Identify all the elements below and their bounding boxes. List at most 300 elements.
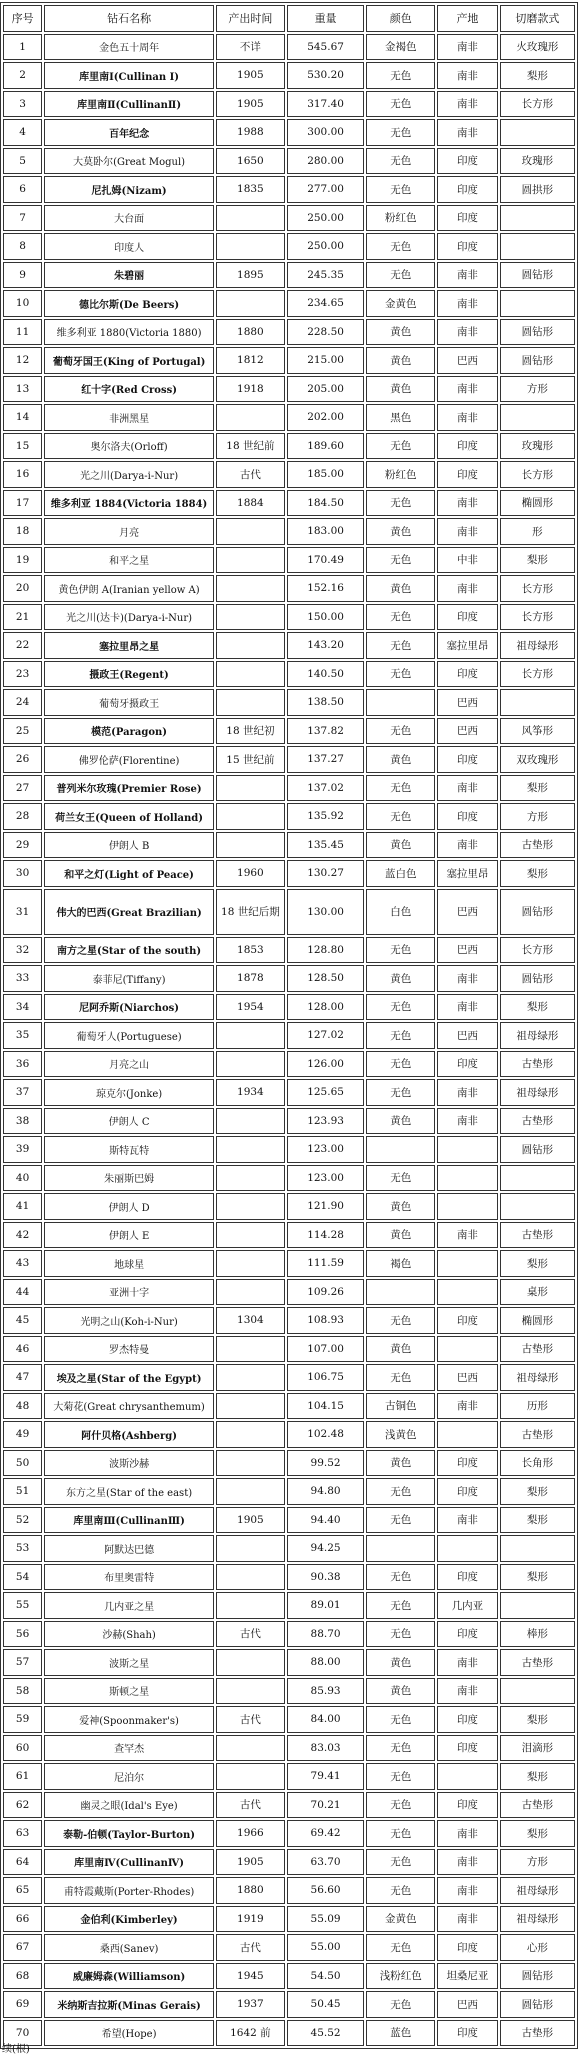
cell-index: 46 bbox=[3, 1336, 42, 1363]
cell-color: 古铜色 bbox=[366, 1393, 435, 1420]
cell-color: 金黄色 bbox=[366, 1906, 435, 1933]
table-row bbox=[3, 1621, 575, 1648]
cell-color: 无色 bbox=[366, 490, 435, 517]
cell-name: 和平之灯(Light of Peace) bbox=[44, 860, 214, 887]
cell-name: 波斯沙赫 bbox=[44, 1450, 214, 1477]
cell-year: 18 世纪初 bbox=[216, 718, 285, 745]
cell-color: 黄色 bbox=[366, 1450, 435, 1477]
cell-index: 29 bbox=[3, 832, 42, 859]
cell-index: 35 bbox=[3, 1022, 42, 1049]
cell-origin: 印度 bbox=[437, 1450, 497, 1477]
cell-year: 1905 bbox=[216, 1507, 285, 1534]
table-row bbox=[3, 1849, 575, 1876]
cell-color: 白色 bbox=[366, 889, 435, 935]
cell-weight: 70.21 bbox=[287, 1792, 364, 1819]
cell-cut: 长方形 bbox=[500, 91, 575, 118]
cell-cut: 方形 bbox=[500, 803, 575, 830]
cell-name: 百年纪念 bbox=[44, 119, 214, 146]
cell-weight: 143.20 bbox=[287, 632, 364, 659]
cell-origin: 印度 bbox=[437, 1706, 497, 1733]
table-row bbox=[3, 604, 575, 631]
cell-weight: 102.48 bbox=[287, 1421, 364, 1448]
cell-index: 52 bbox=[3, 1507, 42, 1534]
cell-cut: 古垫形 bbox=[500, 2020, 575, 2047]
cell-cut: 长方形 bbox=[500, 575, 575, 602]
cell-cut: 古垫形 bbox=[500, 1108, 575, 1135]
cell-color: 蓝色 bbox=[366, 2020, 435, 2047]
cell-name: 尼阿乔斯(Niarchos) bbox=[44, 994, 214, 1021]
cell-weight: 545.67 bbox=[287, 34, 364, 61]
table-row bbox=[3, 965, 575, 992]
cell-weight: 114.28 bbox=[287, 1222, 364, 1249]
table-row bbox=[3, 1022, 575, 1049]
cell-index: 9 bbox=[3, 262, 42, 289]
cell-year bbox=[216, 290, 285, 317]
cell-index: 26 bbox=[3, 746, 42, 773]
cell-origin bbox=[437, 1165, 497, 1192]
cell-cut: 古垫形 bbox=[500, 1222, 575, 1249]
cell-name: 尼泊尔 bbox=[44, 1763, 214, 1790]
cell-name: 琼克尔(Jonke) bbox=[44, 1079, 214, 1106]
cell-year: 古代 bbox=[216, 461, 285, 488]
table-row bbox=[3, 860, 575, 887]
cell-color bbox=[366, 689, 435, 716]
cell-cut: 圆钻形 bbox=[500, 1136, 575, 1163]
cell-name: 德比尔斯(De Beers) bbox=[44, 290, 214, 317]
cell-origin: 印度 bbox=[437, 1051, 497, 1078]
cell-name: 尼扎姆(Nizam) bbox=[44, 176, 214, 203]
table-row bbox=[3, 404, 575, 431]
cell-name: 查罕杰 bbox=[44, 1735, 214, 1762]
cell-index: 47 bbox=[3, 1364, 42, 1391]
table-row bbox=[3, 1649, 575, 1676]
cell-color: 黄色 bbox=[366, 1678, 435, 1705]
cell-index: 43 bbox=[3, 1250, 42, 1277]
cell-origin: 南非 bbox=[437, 994, 497, 1021]
table-row bbox=[3, 1706, 575, 1733]
cell-index: 15 bbox=[3, 433, 42, 460]
cell-name: 印度人 bbox=[44, 233, 214, 260]
cell-cut: 祖母绿形 bbox=[500, 1079, 575, 1106]
cell-name: 模范(Paragon) bbox=[44, 718, 214, 745]
table-row bbox=[3, 290, 575, 317]
cell-origin: 南非 bbox=[437, 965, 497, 992]
table-row bbox=[3, 262, 575, 289]
cell-year bbox=[216, 803, 285, 830]
cell-origin: 印度 bbox=[437, 661, 497, 688]
cell-origin: 印度 bbox=[437, 1792, 497, 1819]
cell-color: 褐色 bbox=[366, 1250, 435, 1277]
cell-name: 东方之星(Star of the east) bbox=[44, 1478, 214, 1505]
cell-weight: 111.59 bbox=[287, 1250, 364, 1277]
cell-color: 无色 bbox=[366, 1706, 435, 1733]
cell-color: 无色 bbox=[366, 1051, 435, 1078]
cell-year bbox=[216, 632, 285, 659]
cell-weight: 126.00 bbox=[287, 1051, 364, 1078]
cell-weight: 245.35 bbox=[287, 262, 364, 289]
cell-weight: 137.27 bbox=[287, 746, 364, 773]
cell-name: 库里南Ⅲ(CullinanⅢ) bbox=[44, 1507, 214, 1534]
cell-color bbox=[366, 1279, 435, 1306]
cell-year: 1304 bbox=[216, 1307, 285, 1334]
cell-index: 55 bbox=[3, 1592, 42, 1619]
cell-cut: 梨形 bbox=[500, 775, 575, 802]
cell-cut: 古垫形 bbox=[500, 1792, 575, 1819]
cell-year bbox=[216, 1364, 285, 1391]
cell-index: 21 bbox=[3, 604, 42, 631]
cell-weight: 123.00 bbox=[287, 1165, 364, 1192]
table-row bbox=[3, 1678, 575, 1705]
cell-weight: 135.92 bbox=[287, 803, 364, 830]
cell-color bbox=[366, 1136, 435, 1163]
cell-color: 无色 bbox=[366, 718, 435, 745]
cell-color: 无色 bbox=[366, 148, 435, 175]
cell-origin bbox=[437, 1535, 497, 1562]
cell-cut: 梨形 bbox=[500, 994, 575, 1021]
cell-origin: 南非 bbox=[437, 1108, 497, 1135]
cell-cut: 椭圆形 bbox=[500, 490, 575, 517]
cell-cut bbox=[500, 205, 575, 232]
cell-name: 伊朗人 E bbox=[44, 1222, 214, 1249]
cell-year bbox=[216, 1108, 285, 1135]
cell-origin: 印度 bbox=[437, 433, 497, 460]
cell-origin: 印度 bbox=[437, 1735, 497, 1762]
cell-color: 无色 bbox=[366, 1478, 435, 1505]
cell-weight: 277.00 bbox=[287, 176, 364, 203]
cell-year: 1919 bbox=[216, 1906, 285, 1933]
cell-name: 布里奥雷特 bbox=[44, 1564, 214, 1591]
cell-origin: 印度 bbox=[437, 1307, 497, 1334]
cell-weight: 137.82 bbox=[287, 718, 364, 745]
cell-year: 1905 bbox=[216, 62, 285, 89]
cell-origin: 印度 bbox=[437, 205, 497, 232]
cell-index: 8 bbox=[3, 233, 42, 260]
cell-origin: 南非 bbox=[437, 490, 497, 517]
cell-color: 无色 bbox=[366, 1022, 435, 1049]
cell-name: 埃及之星(Star of the Egypt) bbox=[44, 1364, 214, 1391]
cell-index: 65 bbox=[3, 1877, 42, 1904]
cell-year bbox=[216, 775, 285, 802]
cell-weight: 94.80 bbox=[287, 1478, 364, 1505]
cell-year: 1642 前 bbox=[216, 2020, 285, 2047]
cell-color: 无色 bbox=[366, 1820, 435, 1847]
cell-year: 古代 bbox=[216, 1706, 285, 1733]
cell-color: 黄色 bbox=[366, 746, 435, 773]
cell-name: 葡萄牙人(Portuguese) bbox=[44, 1022, 214, 1049]
table-row bbox=[3, 176, 575, 203]
cell-index: 32 bbox=[3, 937, 42, 964]
cell-cut: 长方形 bbox=[500, 604, 575, 631]
table-row bbox=[3, 1364, 575, 1391]
cell-cut bbox=[500, 1592, 575, 1619]
cell-index: 62 bbox=[3, 1792, 42, 1819]
cell-index: 36 bbox=[3, 1051, 42, 1078]
cell-cut: 长方形 bbox=[500, 661, 575, 688]
cell-index: 39 bbox=[3, 1136, 42, 1163]
cell-origin: 巴西 bbox=[437, 1991, 497, 2018]
cell-origin bbox=[437, 1336, 497, 1363]
cell-weight: 63.70 bbox=[287, 1849, 364, 1876]
cell-origin: 南非 bbox=[437, 1649, 497, 1676]
table-row bbox=[3, 347, 575, 374]
cell-year: 1988 bbox=[216, 119, 285, 146]
cell-year bbox=[216, 1222, 285, 1249]
table-container bbox=[0, 2, 578, 2049]
cell-cut bbox=[500, 119, 575, 146]
cell-color: 黄色 bbox=[366, 376, 435, 403]
cell-year bbox=[216, 604, 285, 631]
cell-index: 24 bbox=[3, 689, 42, 716]
cell-origin: 南非 bbox=[437, 319, 497, 346]
cell-index: 14 bbox=[3, 404, 42, 431]
cell-color: 粉红色 bbox=[366, 205, 435, 232]
cell-name: 库里南Ⅳ(CullinanⅣ) bbox=[44, 1849, 214, 1876]
cell-origin: 南非 bbox=[437, 1877, 497, 1904]
cell-color: 黄色 bbox=[366, 1193, 435, 1220]
cell-index: 4 bbox=[3, 119, 42, 146]
cell-cut: 心形 bbox=[500, 1934, 575, 1961]
cell-weight: 130.27 bbox=[287, 860, 364, 887]
table-row bbox=[3, 689, 575, 716]
cell-weight: 183.00 bbox=[287, 518, 364, 545]
cell-origin: 巴西 bbox=[437, 889, 497, 935]
cell-index: 59 bbox=[3, 1706, 42, 1733]
cell-weight: 205.00 bbox=[287, 376, 364, 403]
cell-index: 49 bbox=[3, 1421, 42, 1448]
cell-cut: 梨形 bbox=[500, 62, 575, 89]
table-row bbox=[3, 1535, 575, 1562]
cell-index: 16 bbox=[3, 461, 42, 488]
cell-year: 古代 bbox=[216, 1934, 285, 1961]
cell-index: 64 bbox=[3, 1849, 42, 1876]
cell-origin: 南非 bbox=[437, 518, 497, 545]
cell-cut: 椭圆形 bbox=[500, 1307, 575, 1334]
cell-cut: 长方形 bbox=[500, 461, 575, 488]
cell-name: 黄色伊朗 A(Iranian yellow A) bbox=[44, 575, 214, 602]
table-row bbox=[3, 746, 575, 773]
cell-weight: 55.09 bbox=[287, 1906, 364, 1933]
cell-color: 无色 bbox=[366, 1621, 435, 1648]
table-row bbox=[3, 1079, 575, 1106]
cell-color: 无色 bbox=[366, 1592, 435, 1619]
cell-weight: 84.00 bbox=[287, 1706, 364, 1733]
table-row bbox=[3, 518, 575, 545]
cell-weight: 56.60 bbox=[287, 1877, 364, 1904]
table-row bbox=[3, 575, 575, 602]
cell-year bbox=[216, 1763, 285, 1790]
cell-year: 1918 bbox=[216, 376, 285, 403]
cell-name: 阿默达巴德 bbox=[44, 1535, 214, 1562]
cell-cut: 棒形 bbox=[500, 1621, 575, 1648]
cell-name: 朱丽斯巴姆 bbox=[44, 1165, 214, 1192]
cell-origin: 塞拉里昂 bbox=[437, 860, 497, 887]
cell-origin: 印度 bbox=[437, 1478, 497, 1505]
cell-color: 无色 bbox=[366, 62, 435, 89]
cell-name: 库里南Ⅱ(CullinanⅡ) bbox=[44, 91, 214, 118]
cell-weight: 54.50 bbox=[287, 1963, 364, 1990]
cell-cut: 圆钻形 bbox=[500, 965, 575, 992]
cell-color: 浅黄色 bbox=[366, 1421, 435, 1448]
table-row bbox=[3, 433, 575, 460]
cell-year: 1853 bbox=[216, 937, 285, 964]
cell-year bbox=[216, 661, 285, 688]
cell-cut: 古垫形 bbox=[500, 1051, 575, 1078]
cell-year bbox=[216, 1678, 285, 1705]
cell-cut: 圆钻形 bbox=[500, 347, 575, 374]
cell-index: 48 bbox=[3, 1393, 42, 1420]
cell-name: 塞拉里昂之星 bbox=[44, 632, 214, 659]
cell-weight: 94.40 bbox=[287, 1507, 364, 1534]
cell-origin: 印度 bbox=[437, 803, 497, 830]
cell-name: 金伯利(Kimberley) bbox=[44, 1906, 214, 1933]
table-row bbox=[3, 1906, 575, 1933]
cell-index: 22 bbox=[3, 632, 42, 659]
cell-year bbox=[216, 1165, 285, 1192]
cell-year: 15 世纪前 bbox=[216, 746, 285, 773]
table-row bbox=[3, 1507, 575, 1534]
table-row bbox=[3, 1792, 575, 1819]
cell-weight: 300.00 bbox=[287, 119, 364, 146]
cell-color: 黄色 bbox=[366, 832, 435, 859]
cell-year bbox=[216, 1193, 285, 1220]
cell-cut: 古垫形 bbox=[500, 1649, 575, 1676]
cell-index: 12 bbox=[3, 347, 42, 374]
cell-origin: 南非 bbox=[437, 775, 497, 802]
cell-name: 甫特霞戴斯(Porter-Rhodes) bbox=[44, 1877, 214, 1904]
cell-name: 摄政王(Regent) bbox=[44, 661, 214, 688]
table-row bbox=[3, 233, 575, 260]
table-row bbox=[3, 661, 575, 688]
cell-name: 光之川(达卡)(Darya-i-Nur) bbox=[44, 604, 214, 631]
cell-origin: 南非 bbox=[437, 262, 497, 289]
cell-name: 月亮之山 bbox=[44, 1051, 214, 1078]
cell-year: 1650 bbox=[216, 148, 285, 175]
cell-weight: 99.52 bbox=[287, 1450, 364, 1477]
table-row bbox=[3, 1250, 575, 1277]
cell-origin bbox=[437, 1421, 497, 1448]
cell-year bbox=[216, 1450, 285, 1477]
table-row bbox=[3, 1478, 575, 1505]
cell-color: 黄色 bbox=[366, 1649, 435, 1676]
cell-year: 18 世纪后期 bbox=[216, 889, 285, 935]
cell-color: 无色 bbox=[366, 1307, 435, 1334]
table-row bbox=[3, 1165, 575, 1192]
cell-weight: 55.00 bbox=[287, 1934, 364, 1961]
cell-color: 无色 bbox=[366, 1763, 435, 1790]
cell-weight: 121.90 bbox=[287, 1193, 364, 1220]
table-row bbox=[3, 490, 575, 517]
cell-cut: 形 bbox=[500, 518, 575, 545]
table-row bbox=[3, 1393, 575, 1420]
table-row bbox=[3, 1136, 575, 1163]
cell-origin: 印度 bbox=[437, 1564, 497, 1591]
cell-color: 浅粉红色 bbox=[366, 1963, 435, 1990]
cell-cut: 梨形 bbox=[500, 547, 575, 574]
cell-weight: 69.42 bbox=[287, 1820, 364, 1847]
table-row bbox=[3, 1336, 575, 1363]
cell-cut: 圆钻形 bbox=[500, 1991, 575, 2018]
cell-index: 68 bbox=[3, 1963, 42, 1990]
cell-weight: 138.50 bbox=[287, 689, 364, 716]
cell-weight: 137.02 bbox=[287, 775, 364, 802]
table-row bbox=[3, 1193, 575, 1220]
cell-index: 33 bbox=[3, 965, 42, 992]
cell-color: 无色 bbox=[366, 937, 435, 964]
table-row bbox=[3, 547, 575, 574]
cell-name: 维多利亚 1884(Victoria 1884) bbox=[44, 490, 214, 517]
header-color: 颜色 bbox=[366, 5, 435, 32]
table-row bbox=[3, 1279, 575, 1306]
cell-year: 1884 bbox=[216, 490, 285, 517]
cell-weight: 109.26 bbox=[287, 1279, 364, 1306]
cell-cut: 梨形 bbox=[500, 860, 575, 887]
cell-name: 地球星 bbox=[44, 1250, 214, 1277]
cell-origin: 印度 bbox=[437, 233, 497, 260]
cell-color: 无色 bbox=[366, 1934, 435, 1961]
table-row bbox=[3, 775, 575, 802]
cell-name: 桑西(Sanev) bbox=[44, 1934, 214, 1961]
cell-cut: 方形 bbox=[500, 376, 575, 403]
table-row bbox=[3, 148, 575, 175]
cell-cut: 泪滴形 bbox=[500, 1735, 575, 1762]
table-row bbox=[3, 319, 575, 346]
cell-name: 大莫卧尔(Great Mogul) bbox=[44, 148, 214, 175]
cell-cut: 玫瑰形 bbox=[500, 433, 575, 460]
cell-color: 粉红色 bbox=[366, 461, 435, 488]
cell-color: 黄色 bbox=[366, 1108, 435, 1135]
table-row bbox=[3, 889, 575, 935]
cell-origin: 南非 bbox=[437, 1678, 497, 1705]
cell-index: 37 bbox=[3, 1079, 42, 1106]
cell-index: 41 bbox=[3, 1193, 42, 1220]
cell-weight: 106.75 bbox=[287, 1364, 364, 1391]
header-name: 钻石名称 bbox=[44, 5, 214, 32]
table-row bbox=[3, 1934, 575, 1961]
cell-index: 25 bbox=[3, 718, 42, 745]
table-row bbox=[3, 1963, 575, 1990]
cell-cut: 梨形 bbox=[500, 1763, 575, 1790]
cell-weight: 127.02 bbox=[287, 1022, 364, 1049]
table-row bbox=[3, 1421, 575, 1448]
cell-weight: 280.00 bbox=[287, 148, 364, 175]
cell-color: 无色 bbox=[366, 1165, 435, 1192]
table-row bbox=[3, 1108, 575, 1135]
cell-color: 金黄色 bbox=[366, 290, 435, 317]
cell-cut bbox=[500, 290, 575, 317]
cell-color: 无色 bbox=[366, 176, 435, 203]
cell-origin: 南非 bbox=[437, 376, 497, 403]
cell-origin: 南非 bbox=[437, 1906, 497, 1933]
cell-name: 伟大的巴西(Great Brazilian) bbox=[44, 889, 214, 935]
cell-color: 无色 bbox=[366, 547, 435, 574]
cell-cut: 双玫瑰形 bbox=[500, 746, 575, 773]
cell-weight: 530.20 bbox=[287, 62, 364, 89]
cell-origin: 印度 bbox=[437, 176, 497, 203]
cell-weight: 185.00 bbox=[287, 461, 364, 488]
cell-name: 泰勒-伯顿(Taylor-Burton) bbox=[44, 1820, 214, 1847]
cell-index: 60 bbox=[3, 1735, 42, 1762]
cell-year: 1878 bbox=[216, 965, 285, 992]
cell-name: 伊朗人 B bbox=[44, 832, 214, 859]
cell-year bbox=[216, 233, 285, 260]
cell-index: 11 bbox=[3, 319, 42, 346]
table-row bbox=[3, 1991, 575, 2018]
cell-weight: 140.50 bbox=[287, 661, 364, 688]
cell-origin: 印度 bbox=[437, 746, 497, 773]
cell-weight: 130.00 bbox=[287, 889, 364, 935]
cell-weight: 89.01 bbox=[287, 1592, 364, 1619]
cell-weight: 250.00 bbox=[287, 233, 364, 260]
